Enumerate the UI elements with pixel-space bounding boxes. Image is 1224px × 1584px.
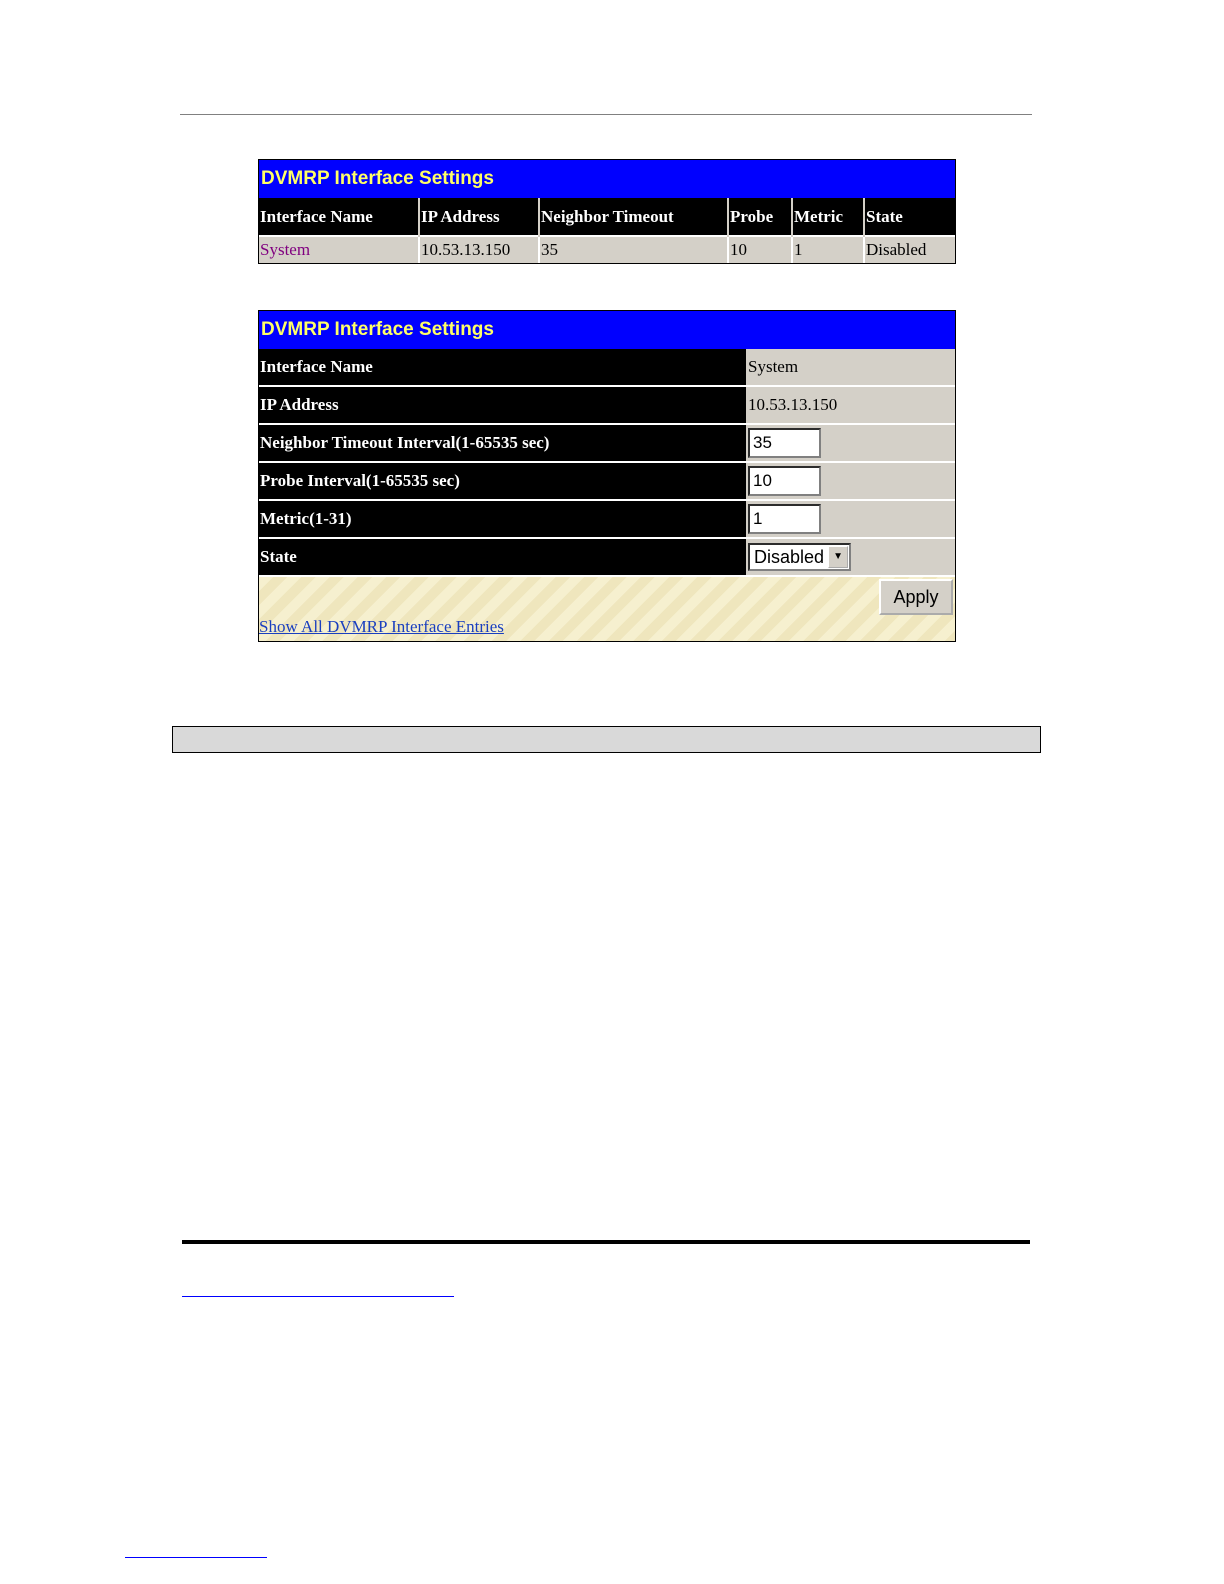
cell-probe: 10 [728,236,792,263]
row-metric [259,499,955,537]
header-rule [180,114,1032,115]
col-interface-name: Interface Name [259,198,419,236]
footnote-line-2 [125,1557,267,1558]
col-state: State [864,198,955,236]
interface-name-label: Interface Name [259,349,746,385]
neighbor-timeout-label: Neighbor Timeout Interval(1-65535 sec) [259,425,746,461]
chevron-down-icon[interactable]: ▼ [828,546,848,568]
dvmrp-form-panel [258,310,956,642]
cell-metric: 1 [792,236,864,263]
dvmrp-table-panel [258,159,956,264]
state-select-value: Disabled [754,547,825,567]
row-state [259,537,955,575]
apply-button[interactable]: Apply [879,579,953,615]
form-rows [259,349,955,575]
interface-name-link[interactable]: System [259,236,419,263]
interface-name-value: System [748,357,799,376]
footer-rule [182,1240,1030,1244]
form-footer [259,575,955,641]
footnote-line [182,1296,454,1297]
state-select[interactable] [748,543,851,571]
row-ip-address [259,385,955,423]
ip-address-value: 10.53.13.150 [748,395,838,414]
table-panel-title: DVMRP Interface Settings [259,160,955,198]
col-probe: Probe [728,198,792,236]
state-label: State [259,539,746,575]
dvmrp-interface-table [259,198,955,263]
cell-ip-address: 10.53.13.150 [419,236,539,263]
metric-input[interactable]: 1 [748,504,821,534]
row-interface-name [259,349,955,385]
col-metric: Metric [792,198,864,236]
row-neighbor-timeout [259,423,955,461]
cell-neighbor-timeout: 35 [539,236,728,263]
neighbor-timeout-input[interactable]: 35 [748,428,821,458]
probe-interval-input[interactable]: 10 [748,466,821,496]
row-probe-interval [259,461,955,499]
ip-address-label: IP Address [259,387,746,423]
cell-state: Disabled [864,236,955,263]
caption-bar [172,726,1041,753]
show-all-entries-link[interactable]: Show All DVMRP Interface Entries [259,617,504,636]
metric-label: Metric(1-31) [259,501,746,537]
table-header-row [259,198,955,236]
table-row [259,236,955,263]
probe-interval-label: Probe Interval(1-65535 sec) [259,463,746,499]
col-ip-address: IP Address [419,198,539,236]
form-panel-title: DVMRP Interface Settings [259,311,955,349]
col-neighbor-timeout: Neighbor Timeout [539,198,728,236]
